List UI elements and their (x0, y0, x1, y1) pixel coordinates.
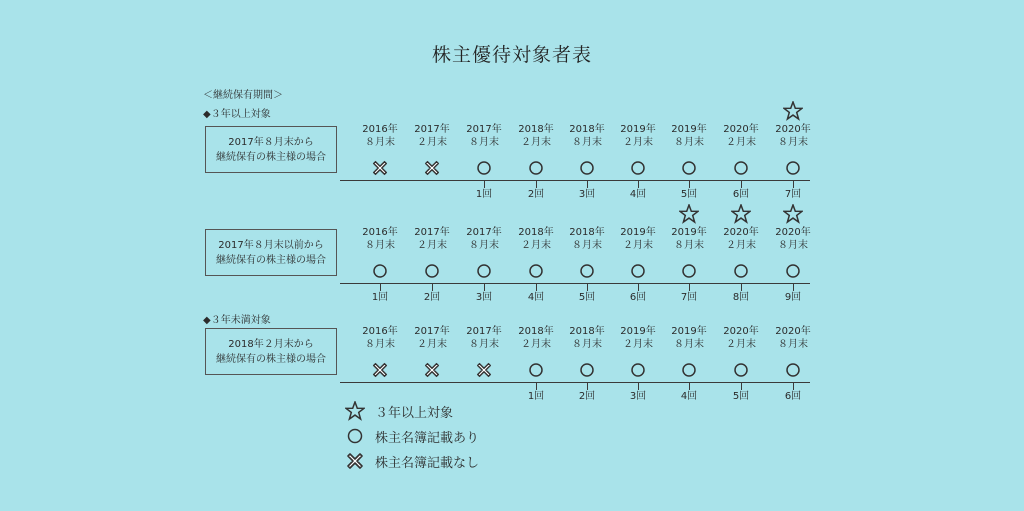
circle-icon (424, 263, 440, 283)
date-year: 2017年 (414, 326, 450, 337)
date-month: ８月末 (365, 240, 395, 251)
date-month: ２月末 (521, 137, 551, 148)
box-line: 継続保有の株主様の場合 (216, 151, 326, 163)
cross-icon (345, 451, 365, 471)
date-year: 2018年 (518, 227, 554, 238)
box-line: 2018年２月末から (228, 338, 314, 350)
date-year: 2020年 (775, 124, 811, 135)
date-label (562, 123, 612, 149)
date-year: 2016年 (362, 227, 398, 238)
date-month: ２月末 (417, 339, 447, 350)
legend-label-star: ３年以上対象 (375, 405, 454, 421)
date-label (664, 226, 714, 252)
count-label: 1回 (371, 292, 389, 303)
section-label-3yr-plus: ◆３年以上対象 (203, 109, 271, 120)
date-label (511, 325, 561, 351)
date-month: ８月末 (572, 137, 602, 148)
date-label (716, 123, 766, 149)
cross-icon (371, 361, 389, 383)
section-label-under-3yr: ◆３年未満対象 (203, 315, 271, 326)
count-label: 3回 (578, 189, 596, 200)
legend-item-cross (345, 451, 479, 471)
date-year: 2020年 (775, 227, 811, 238)
circle-icon (579, 362, 595, 382)
circle-icon (579, 263, 595, 283)
date-year: 2017年 (414, 227, 450, 238)
circle-icon (528, 263, 544, 283)
count-label: 1回 (475, 189, 493, 200)
legend-item-star (345, 401, 453, 421)
date-month: ８月末 (572, 339, 602, 350)
date-year: 2019年 (671, 326, 707, 337)
date-year: 2017年 (466, 124, 502, 135)
date-month: ２月末 (726, 240, 756, 251)
box-line: 2017年８月末以前から (218, 239, 324, 251)
date-month: ８月末 (674, 240, 704, 251)
date-month: ８月末 (365, 137, 395, 148)
date-month: ８月末 (674, 339, 704, 350)
circle-icon (733, 362, 749, 382)
date-year: 2019年 (671, 227, 707, 238)
date-label (407, 123, 457, 149)
circle-icon (785, 160, 801, 180)
date-year: 2018年 (518, 326, 554, 337)
date-label (562, 325, 612, 351)
date-month: ２月末 (623, 240, 653, 251)
count-label: 6回 (732, 189, 750, 200)
cross-icon (423, 361, 441, 383)
date-month: ２月末 (417, 137, 447, 148)
star-icon (345, 401, 365, 421)
count-label: 2回 (578, 391, 596, 402)
circle-icon (528, 362, 544, 382)
holding-condition-box (205, 126, 337, 173)
date-label (768, 226, 818, 252)
count-label: 7回 (784, 189, 802, 200)
date-label (407, 325, 457, 351)
date-label (562, 226, 612, 252)
date-year: 2019年 (671, 124, 707, 135)
circle-icon (630, 263, 646, 283)
count-label: 4回 (527, 292, 545, 303)
box-line: 継続保有の株主様の場合 (216, 353, 326, 365)
date-month: ８月末 (778, 240, 808, 251)
date-label (613, 123, 663, 149)
date-year: 2020年 (775, 326, 811, 337)
circle-icon (528, 160, 544, 180)
circle-icon (681, 160, 697, 180)
circle-icon (733, 263, 749, 283)
timeline-axis (340, 283, 810, 284)
date-year: 2019年 (620, 124, 656, 135)
count-label: 7回 (680, 292, 698, 303)
date-label (355, 325, 405, 351)
date-month: ８月末 (674, 137, 704, 148)
star-icon (679, 204, 699, 228)
date-year: 2018年 (569, 326, 605, 337)
date-label (511, 123, 561, 149)
date-month: ２月末 (623, 339, 653, 350)
date-label (355, 123, 405, 149)
count-label: 4回 (680, 391, 698, 402)
date-month: ８月末 (469, 339, 499, 350)
circle-icon (630, 362, 646, 382)
date-month: ２月末 (521, 339, 551, 350)
date-year: 2018年 (518, 124, 554, 135)
count-label: 8回 (732, 292, 750, 303)
date-label (459, 226, 509, 252)
star-icon (783, 101, 803, 125)
count-label: 5回 (680, 189, 698, 200)
date-year: 2016年 (362, 326, 398, 337)
date-month: ８月末 (778, 137, 808, 148)
count-label: 4回 (629, 189, 647, 200)
cross-icon (371, 159, 389, 181)
period-label: ＜継続保有期間＞ (203, 90, 283, 101)
legend-label-cross: 株主名簿記載なし (375, 455, 480, 471)
circle-icon (785, 263, 801, 283)
page-title: 株主優待対象者表 (431, 44, 592, 66)
circle-icon (476, 263, 492, 283)
circle-icon (345, 426, 365, 446)
date-year: 2017年 (466, 326, 502, 337)
count-label: 6回 (629, 292, 647, 303)
circle-icon (681, 362, 697, 382)
date-label (407, 226, 457, 252)
count-label: 3回 (475, 292, 493, 303)
date-year: 2020年 (723, 326, 759, 337)
count-label: 3回 (629, 391, 647, 402)
date-month: ８月末 (572, 240, 602, 251)
timeline-axis (340, 180, 810, 181)
cross-icon (475, 361, 493, 383)
date-month: ２月末 (726, 339, 756, 350)
date-label (716, 226, 766, 252)
legend-label-circle: 株主名簿記載あり (375, 430, 480, 446)
count-label: 2回 (527, 189, 545, 200)
date-label (716, 325, 766, 351)
date-year: 2020年 (723, 124, 759, 135)
date-year: 2018年 (569, 227, 605, 238)
date-month: ８月末 (469, 240, 499, 251)
date-label (511, 226, 561, 252)
circle-icon (733, 160, 749, 180)
date-year: 2020年 (723, 227, 759, 238)
date-label (613, 325, 663, 351)
date-month: ２月末 (726, 137, 756, 148)
date-month: ８月末 (469, 137, 499, 148)
count-label: 6回 (784, 391, 802, 402)
holding-condition-box (205, 328, 337, 375)
date-year: 2018年 (569, 124, 605, 135)
date-year: 2016年 (362, 124, 398, 135)
legend-item-circle (345, 426, 479, 446)
date-month: ８月末 (365, 339, 395, 350)
date-label (664, 123, 714, 149)
date-label (768, 325, 818, 351)
timeline-axis (340, 382, 810, 383)
box-line: 2017年８月末から (228, 136, 314, 148)
count-label: 9回 (784, 292, 802, 303)
date-year: 2017年 (466, 227, 502, 238)
date-label (459, 123, 509, 149)
date-year: 2019年 (620, 227, 656, 238)
circle-icon (630, 160, 646, 180)
count-label: 2回 (423, 292, 441, 303)
count-label: 5回 (732, 391, 750, 402)
circle-icon (681, 263, 697, 283)
date-label (613, 226, 663, 252)
star-icon (783, 204, 803, 228)
date-month: ８月末 (778, 339, 808, 350)
circle-icon (476, 160, 492, 180)
circle-icon (785, 362, 801, 382)
star-icon (731, 204, 751, 228)
date-label (664, 325, 714, 351)
circle-icon (579, 160, 595, 180)
count-label: 1回 (527, 391, 545, 402)
date-label (355, 226, 405, 252)
date-month: ２月末 (417, 240, 447, 251)
date-label (768, 123, 818, 149)
date-year: 2017年 (414, 124, 450, 135)
date-month: ２月末 (521, 240, 551, 251)
date-year: 2019年 (620, 326, 656, 337)
date-label (459, 325, 509, 351)
circle-icon (372, 263, 388, 283)
holding-condition-box (205, 229, 337, 276)
date-month: ２月末 (623, 137, 653, 148)
count-label: 5回 (578, 292, 596, 303)
cross-icon (423, 159, 441, 181)
box-line: 継続保有の株主様の場合 (216, 254, 326, 266)
